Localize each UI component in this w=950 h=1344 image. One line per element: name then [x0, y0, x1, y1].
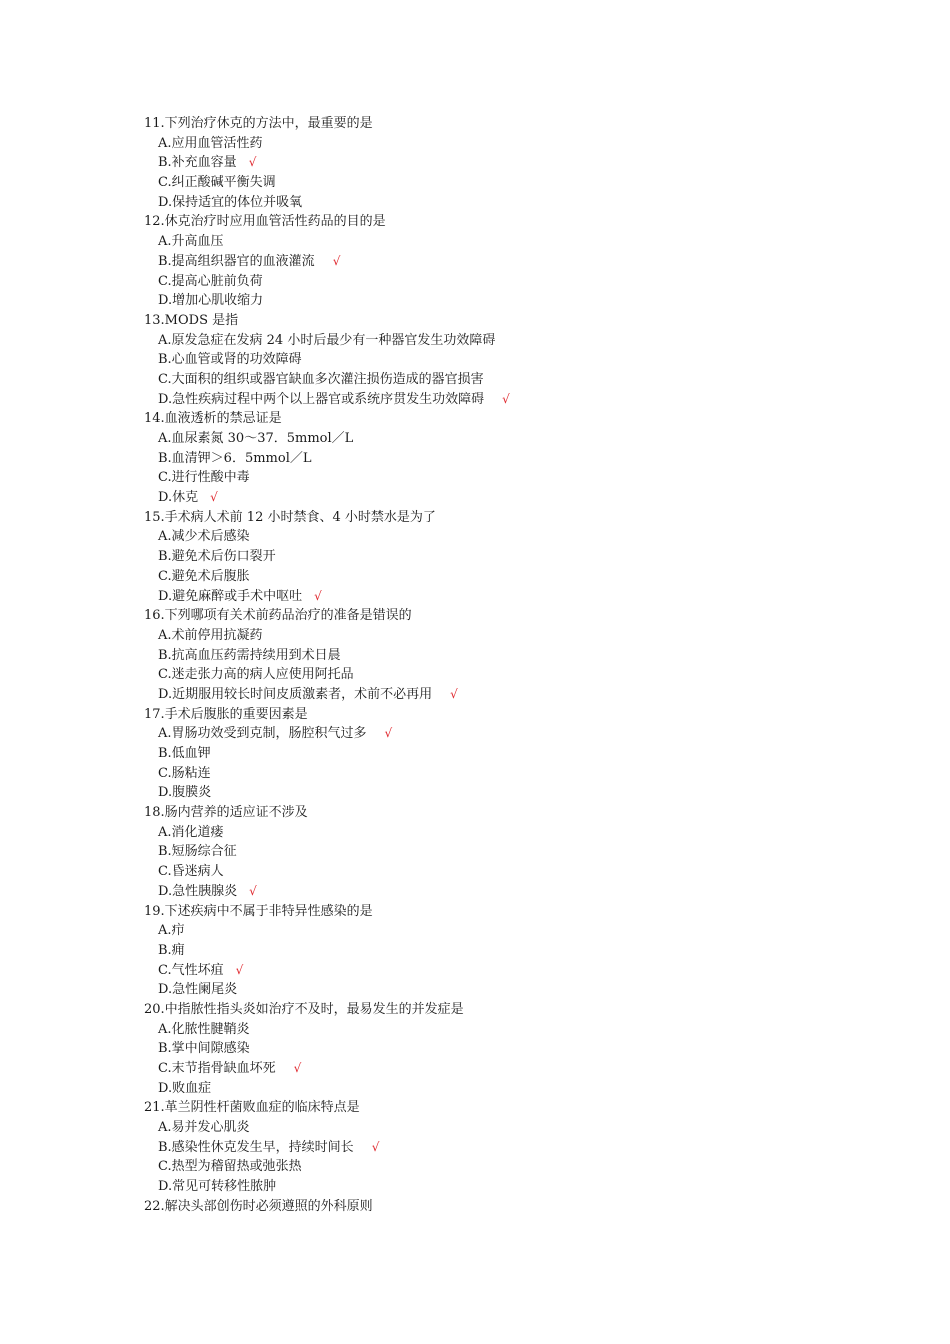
document-body — [144, 114, 904, 1217]
option-row — [144, 882, 904, 902]
option-row — [144, 764, 904, 784]
option-row — [144, 449, 904, 469]
option-row — [144, 272, 904, 292]
question-stem: 11.下列治疗休克的方法中，最重要的是 — [144, 116, 373, 131]
question-stem: 13.MODS 是指 — [144, 312, 239, 328]
option-text: B.心血管或肾的功效障碍 — [158, 352, 302, 368]
option-row — [144, 390, 904, 410]
option-row — [144, 980, 904, 1000]
option-text: A.血尿素氮 30～37．5mmol／L — [158, 431, 354, 446]
correct-check-icon: √ — [384, 726, 393, 741]
option-row — [144, 1157, 904, 1177]
option-row — [144, 429, 904, 449]
option-text: B.血清钾＞6．5mmol／L — [158, 450, 312, 466]
correct-check-icon: √ — [210, 490, 218, 505]
option-row — [144, 665, 904, 685]
option-row — [144, 370, 904, 390]
option-row — [144, 1118, 904, 1138]
correct-check-icon: √ — [235, 962, 244, 977]
question-stem: 16.下列哪项有关术前药品治疗的准备是错误的 — [144, 608, 412, 624]
option-row — [144, 134, 904, 154]
question-stem: 22.解决头部创伤时必须遵照的外科原则 — [144, 1198, 373, 1214]
option-row — [144, 567, 904, 587]
option-row — [144, 173, 904, 193]
option-row — [144, 153, 904, 173]
option-row — [144, 1059, 904, 1079]
option-text: D.避免麻醉或手术中呕吐 — [158, 588, 303, 604]
question-stem: 21.革兰阴性杆菌败血症的临床特点是 — [144, 1100, 360, 1116]
option-text: A.消化道瘘 — [158, 824, 224, 840]
option-text: D.增加心肌收缩力 — [158, 293, 264, 309]
option-text: A.胃肠功效受到克制，肠腔积气过多 — [158, 726, 367, 742]
option-text: B.痈 — [158, 942, 185, 958]
question-stem: 14.血液透析的禁忌证是 — [144, 411, 282, 427]
option-text: C.昏迷病人 — [158, 864, 224, 880]
option-text: A.疖 — [158, 923, 185, 939]
correct-check-icon: √ — [314, 588, 322, 603]
option-text: B.掌中间隙感染 — [158, 1041, 250, 1057]
option-text: D.急性胰腺炎 — [158, 883, 238, 899]
option-text: B.抗高血压药需持续用到术日晨 — [158, 647, 341, 663]
option-row — [144, 488, 904, 508]
option-text: C.提高心脏前负荷 — [158, 273, 263, 289]
option-row — [144, 291, 904, 311]
question-stem: 17.手术后腹胀的重要因素是 — [144, 706, 308, 722]
option-text: B.提高组织器官的血液灌流 — [158, 253, 315, 269]
option-row — [144, 1138, 904, 1158]
correct-check-icon: √ — [502, 391, 510, 406]
option-row — [144, 527, 904, 547]
correct-check-icon: √ — [371, 1139, 380, 1154]
option-text: D.急性阑尾炎 — [158, 982, 238, 998]
option-text: D.败血症 — [158, 1080, 212, 1096]
option-text: A.应用血管活性药 — [158, 135, 263, 151]
option-row — [144, 587, 904, 607]
option-text: C.避免术后腹胀 — [158, 568, 250, 584]
option-text: A.术前停用抗凝药 — [158, 627, 263, 643]
option-row — [144, 823, 904, 843]
option-text: C.纠正酸碱平衡失调 — [158, 175, 276, 191]
option-text: B.短肠综合征 — [158, 844, 237, 860]
option-row — [144, 1020, 904, 1040]
option-text: A.原发急症在发病 24 小时后最少有一种器官发生功效障碍 — [158, 332, 496, 348]
option-row — [144, 783, 904, 803]
option-text: D.腹膜炎 — [158, 785, 212, 801]
option-text: B.避免术后伤口裂开 — [158, 549, 276, 565]
option-text: D.保持适宜的体位并吸氧 — [158, 194, 303, 210]
option-row — [144, 1039, 904, 1059]
option-row — [144, 646, 904, 666]
option-text: B.感染性休克发生早，持续时间长 — [158, 1139, 354, 1155]
correct-check-icon: √ — [249, 883, 257, 898]
correct-check-icon: √ — [332, 253, 341, 268]
option-row — [144, 744, 904, 764]
option-text: B.低血钾 — [158, 746, 211, 761]
option-row — [144, 252, 904, 272]
option-row — [144, 1079, 904, 1099]
option-row — [144, 961, 904, 981]
option-text: C.肠粘连 — [158, 765, 211, 781]
option-text: D.近期服用较长时间皮质激素者，术前不必再用 — [158, 686, 433, 702]
option-text: C.迷走张力高的病人应使用阿托品 — [158, 667, 354, 683]
option-row — [144, 193, 904, 213]
question-stem: 12.休克治疗时应用血管活性药品的目的是 — [144, 214, 386, 230]
option-text: D.急性疾病过程中两个以上器官或系统序贯发生功效障碍 — [158, 391, 485, 407]
question-stem: 15.手术病人术前 12 小时禁食、4 小时禁水是为了 — [144, 509, 436, 525]
option-text: C.大面积的组织或器官缺血多次灌注损伤造成的器官损害 — [158, 371, 484, 387]
option-row — [144, 941, 904, 961]
question-stem: 20.中指脓性指头炎如治疗不及时，最易发生的并发症是 — [144, 1001, 464, 1017]
option-text: C.末节指骨缺血坏死 — [158, 1061, 276, 1076]
option-row — [144, 685, 904, 705]
option-text: A.易并发心肌炎 — [158, 1120, 250, 1136]
option-text: D.常见可转移性脓肿 — [158, 1179, 277, 1195]
option-row — [144, 921, 904, 941]
correct-check-icon: √ — [450, 686, 458, 701]
option-text: D.休克 — [158, 490, 199, 506]
option-text: A.减少术后感染 — [158, 529, 250, 545]
option-row — [144, 842, 904, 862]
option-row — [144, 626, 904, 646]
question-stem: 19.下述疾病中不属于非特异性感染的是 — [144, 903, 373, 919]
correct-check-icon: √ — [248, 155, 257, 170]
option-text: C.气性坏疽 — [158, 962, 224, 978]
option-row — [144, 468, 904, 488]
option-text: C.热型为稽留热或弛张热 — [158, 1159, 302, 1175]
question-stem: 18.肠内营养的适应证不涉及 — [144, 805, 308, 821]
option-text: C.进行性酸中毒 — [158, 470, 250, 486]
option-row — [144, 1177, 904, 1197]
option-row — [144, 232, 904, 252]
option-row — [144, 724, 904, 744]
correct-check-icon: √ — [293, 1061, 302, 1075]
option-text: A.升高血压 — [158, 234, 224, 250]
option-row — [144, 547, 904, 567]
option-text: B.补充血容量 — [158, 155, 237, 171]
option-row — [144, 350, 904, 370]
option-row — [144, 331, 904, 351]
option-text: A.化脓性腱鞘炎 — [158, 1021, 250, 1037]
option-row — [144, 862, 904, 882]
